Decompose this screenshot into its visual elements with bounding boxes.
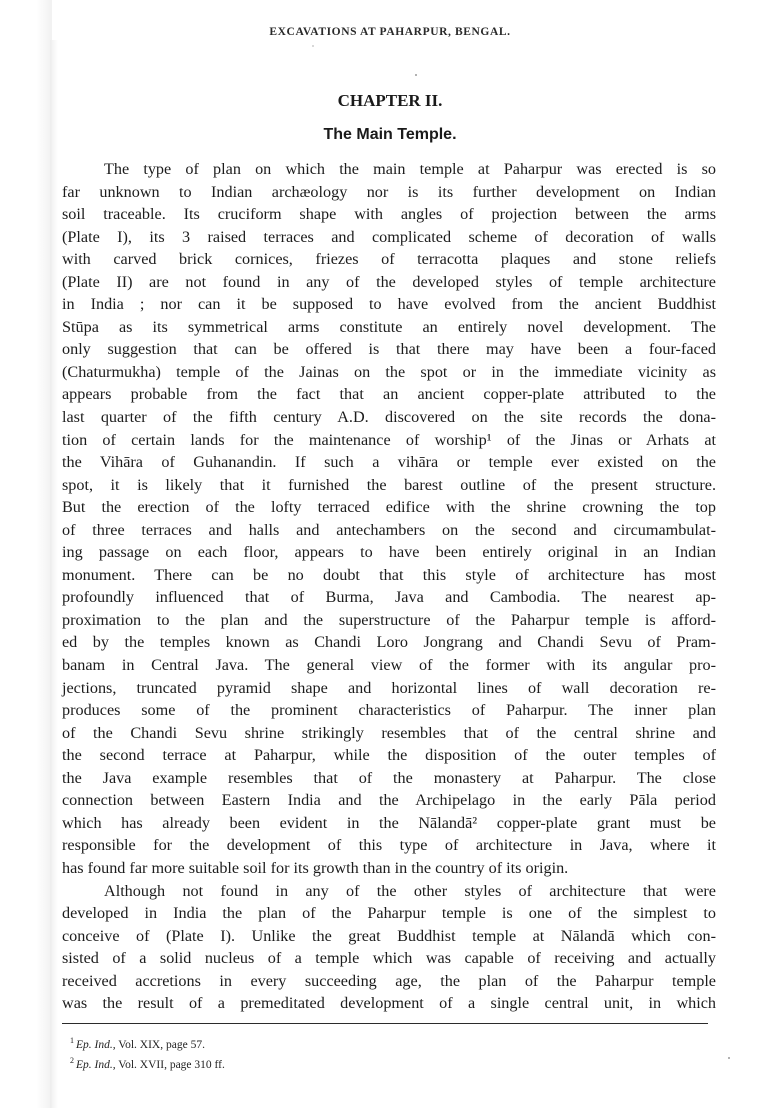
text-line: only suggestion that can be offered is that there may have been a four-faced [62, 340, 716, 359]
text-line: (Chaturmukha) temple of the Jainas on the spot or in the immediate vicinity as [62, 362, 716, 381]
paragraph-2 [62, 880, 716, 1015]
text-line: tion of certain lands for the maintenance of worship¹ of the Jinas or Arhats at [62, 430, 716, 449]
text-line: with carved brick cornices, friezes of terracotta plaques and stone reliefs [62, 250, 716, 269]
text-line: conceive of (Plate I). Unlike the great Buddhist temple at Nālandā which con- [62, 926, 716, 945]
text-line: which has already been evident in the Nālandā² copper-plate grant must be [62, 813, 716, 832]
text-line: has found far more suitable soil for its growth than in the country of its origin. [62, 858, 569, 877]
text-line: But the erection of the lofty terraced edifice with the shrine crowning the top [62, 498, 716, 517]
text-line: spot, it is likely that it furnished the barest outline of the present structure. [62, 475, 716, 494]
footnote-mark: 1 [70, 1036, 74, 1045]
text-line: last quarter of the fifth century A.D. discovered on the site records the dona- [62, 408, 716, 427]
page-gutter-shadow [50, 40, 58, 1108]
text-line: Although not found in any of the other styles of architecture that were [104, 881, 716, 900]
text-line: ed by the temples known as Chandi Loro Jongrang and Chandi Sevu of Pram- [62, 633, 716, 652]
footnote-1 [70, 1033, 225, 1053]
text-line: responsible for the development of this type of architecture in Java, where it [62, 836, 716, 855]
text-line: soil traceable. Its cruciform shape with angles of projection between the arms [62, 205, 716, 224]
text-line: (Plate I), its 3 raised terraces and complicated scheme of decoration of walls [62, 227, 716, 246]
footnote-reference: Vol. XVII, page 310 ff. [115, 1058, 225, 1071]
text-line: in India ; nor can it be supposed to have evolved from the ancient Buddhist [62, 295, 716, 314]
paragraph-1 [62, 158, 716, 880]
running-head: EXCAVATIONS AT PAHARPUR, BENGAL. [269, 26, 511, 38]
text-line: proximation to the plan and the superstructure of the Paharpur temple is afford- [62, 610, 716, 629]
text-line: (Plate II) are not found in any of the developed styles of temple architecture [62, 272, 716, 291]
footnote-source: Ep. Ind., [76, 1038, 116, 1051]
text-line: The type of plan on which the main temple at Paharpur was erected is so [104, 160, 716, 178]
footnote-reference: Vol. XIX, page 57. [115, 1038, 205, 1051]
text-line: of the Chandi Sevu shrine strikingly resembles that of the central shrine and [62, 723, 716, 742]
page-left-shadow [0, 0, 52, 1108]
scan-speck [728, 1057, 730, 1059]
footnote-source: Ep. Ind., [76, 1058, 116, 1071]
chapter-heading: CHAPTER II. [337, 91, 443, 110]
footnote-mark: 2 [70, 1055, 74, 1065]
text-line: the Java example resembles that of the monastery at Paharpur. The close [62, 768, 716, 787]
scan-speck [312, 45, 314, 47]
body-text [62, 158, 716, 1015]
text-line: banam in Central Java. The general view of the former with its angular pro- [62, 656, 716, 675]
footnote-2 [70, 1053, 225, 1073]
text-line: connection between Eastern India and the Archipelago in the early Pāla period [62, 791, 716, 810]
text-line: Stūpa as its symmetrical arms constitute an entirely novel development. The [62, 317, 716, 336]
text-line: received accretions in every succeeding age, the plan of the Paharpur temple [62, 971, 716, 990]
text-line: sisted of a solid nucleus of a temple which was capable of receiving and actually [62, 949, 716, 968]
text-line: the Vihāra of Guhanandin. If such a vihāra or temple ever existed on the [62, 453, 716, 472]
text-line: appears probable from the fact that an ancient copper-plate attributed to the [62, 385, 716, 404]
scan-speck [415, 74, 417, 76]
footnotes [70, 1033, 225, 1073]
text-line: was the result of a premeditated development of a single central unit, in which [62, 994, 716, 1013]
footnote-divider [62, 1023, 708, 1024]
text-line: developed in India the plan of the Paharpur temple is one of the simplest to [62, 904, 716, 923]
text-line: jections, truncated pyramid shape and horizontal lines of wall decoration re- [62, 678, 716, 697]
text-line: far unknown to Indian archæology nor is its further development on Indian [62, 182, 716, 201]
text-line: the second terrace at Paharpur, while the disposition of the outer temples of [62, 746, 716, 765]
text-line: ing passage on each floor, appears to have been entirely original in an Indian [62, 543, 716, 562]
text-line: of three terraces and halls and antechambers on the second and circumambulat- [62, 520, 716, 539]
text-line: monument. There can be no doubt that this style of architecture has most [62, 565, 716, 584]
chapter-title: The Main Temple. [323, 126, 457, 143]
text-line: profoundly influenced that of Burma, Java and Cambodia. The nearest ap- [62, 588, 716, 607]
text-line: produces some of the prominent characteristics of Paharpur. The inner plan [62, 701, 716, 720]
